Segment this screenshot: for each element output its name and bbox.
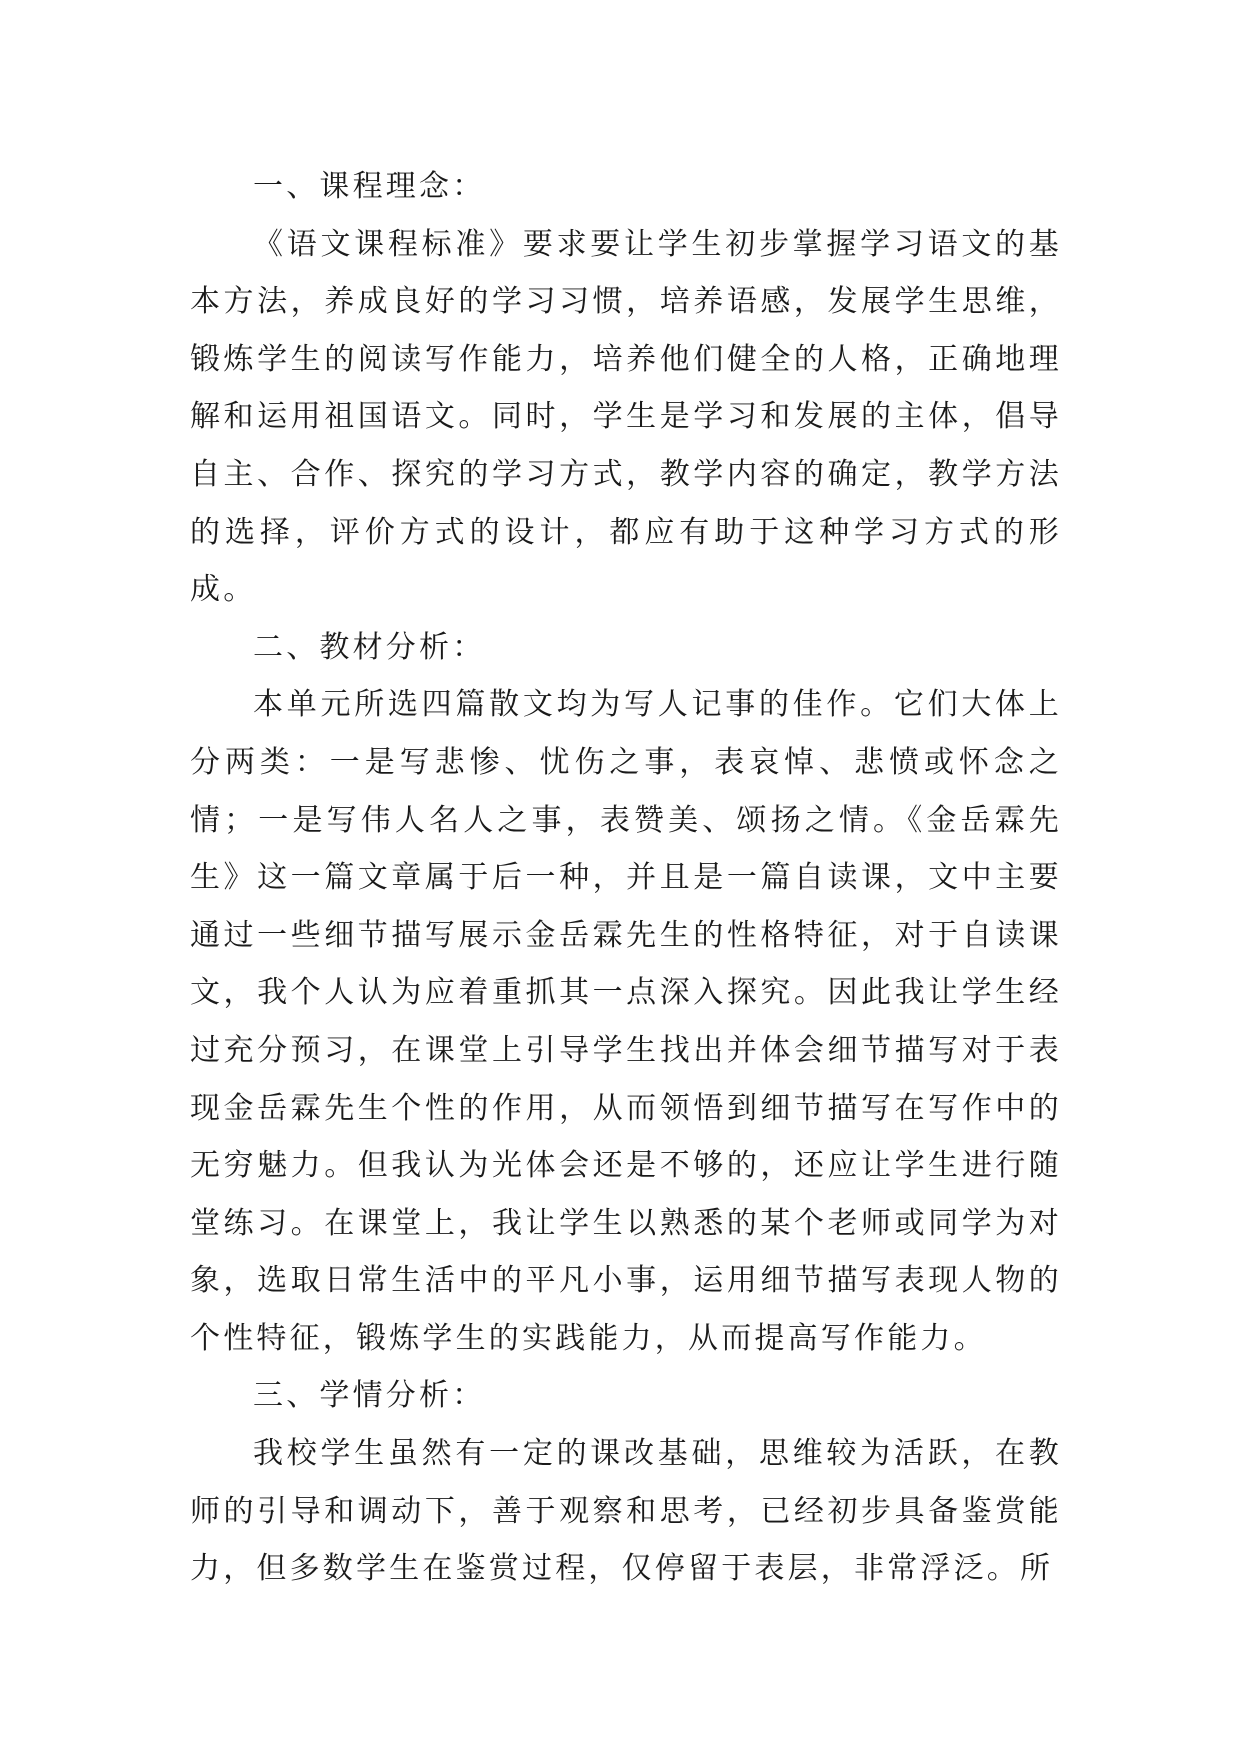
paragraph-student-analysis: 我校学生虽然有一定的课改基础，思维较为活跃，在教师的引导和调动下，善于观察和思考，已经初步具备鉴赏能力，但多数学生在鉴赏过程，仅停留于表层，非常浮泛。所 [190, 1436, 1062, 1587]
section-heading-textbook-analysis: 二、教材分析： [253, 629, 486, 665]
section-heading-course-philosophy: 一、课程理念： [253, 169, 486, 204]
paragraph-course-philosophy: 《语文课程标准》要求要让学生初步掌握学习语文的基本方法，养成良好的学习习惯，培养语感，发展学生思维，锻炼学生的阅读写作能力，培养他们健全的人格，正确地理解和运用祖国语文。同时，学生是学习和发展的主体，倡导自主、合作、探究的学习方式，教学内容的确定，教学方法的选择，评价方式的设计，都应有助于这种学习方式的形成。 [190, 226, 1062, 608]
paragraph-textbook-analysis: 本单元所选四篇散文均为写人记事的佳作。它们大体上分两类：一是写悲惨、忧伤之事，表哀悼、悲愤或怀念之情；一是写伟人名人之事，表赞美、颂扬之情。《金岳霖先生》这一篇文章属于后一种，并且是一篇自读课，文中主要通过一些细节描写展示金岳霖先生的性格特征，对于自读课文，我个人认为应着重抓其一点深入探究。因此我让学生经过充分预习，在课堂上引导学生找出并体会细节描写对于表现金岳霖先生个性的作用，从而领悟到细节描写在写作中的无穷魅力。但我认为光体会还是不够的，还应让学生进行随堂练习。在课堂上，我让学生以熟悉的某个老师或同学为对象，选取日常生活中的平凡小事，运用细节描写表现人物的个性特征，锻炼学生的实践能力，从而提高写作能力。 [190, 687, 1062, 1356]
section-heading-student-analysis: 三、学情分析： [253, 1378, 486, 1414]
document-body [190, 158, 1062, 1598]
